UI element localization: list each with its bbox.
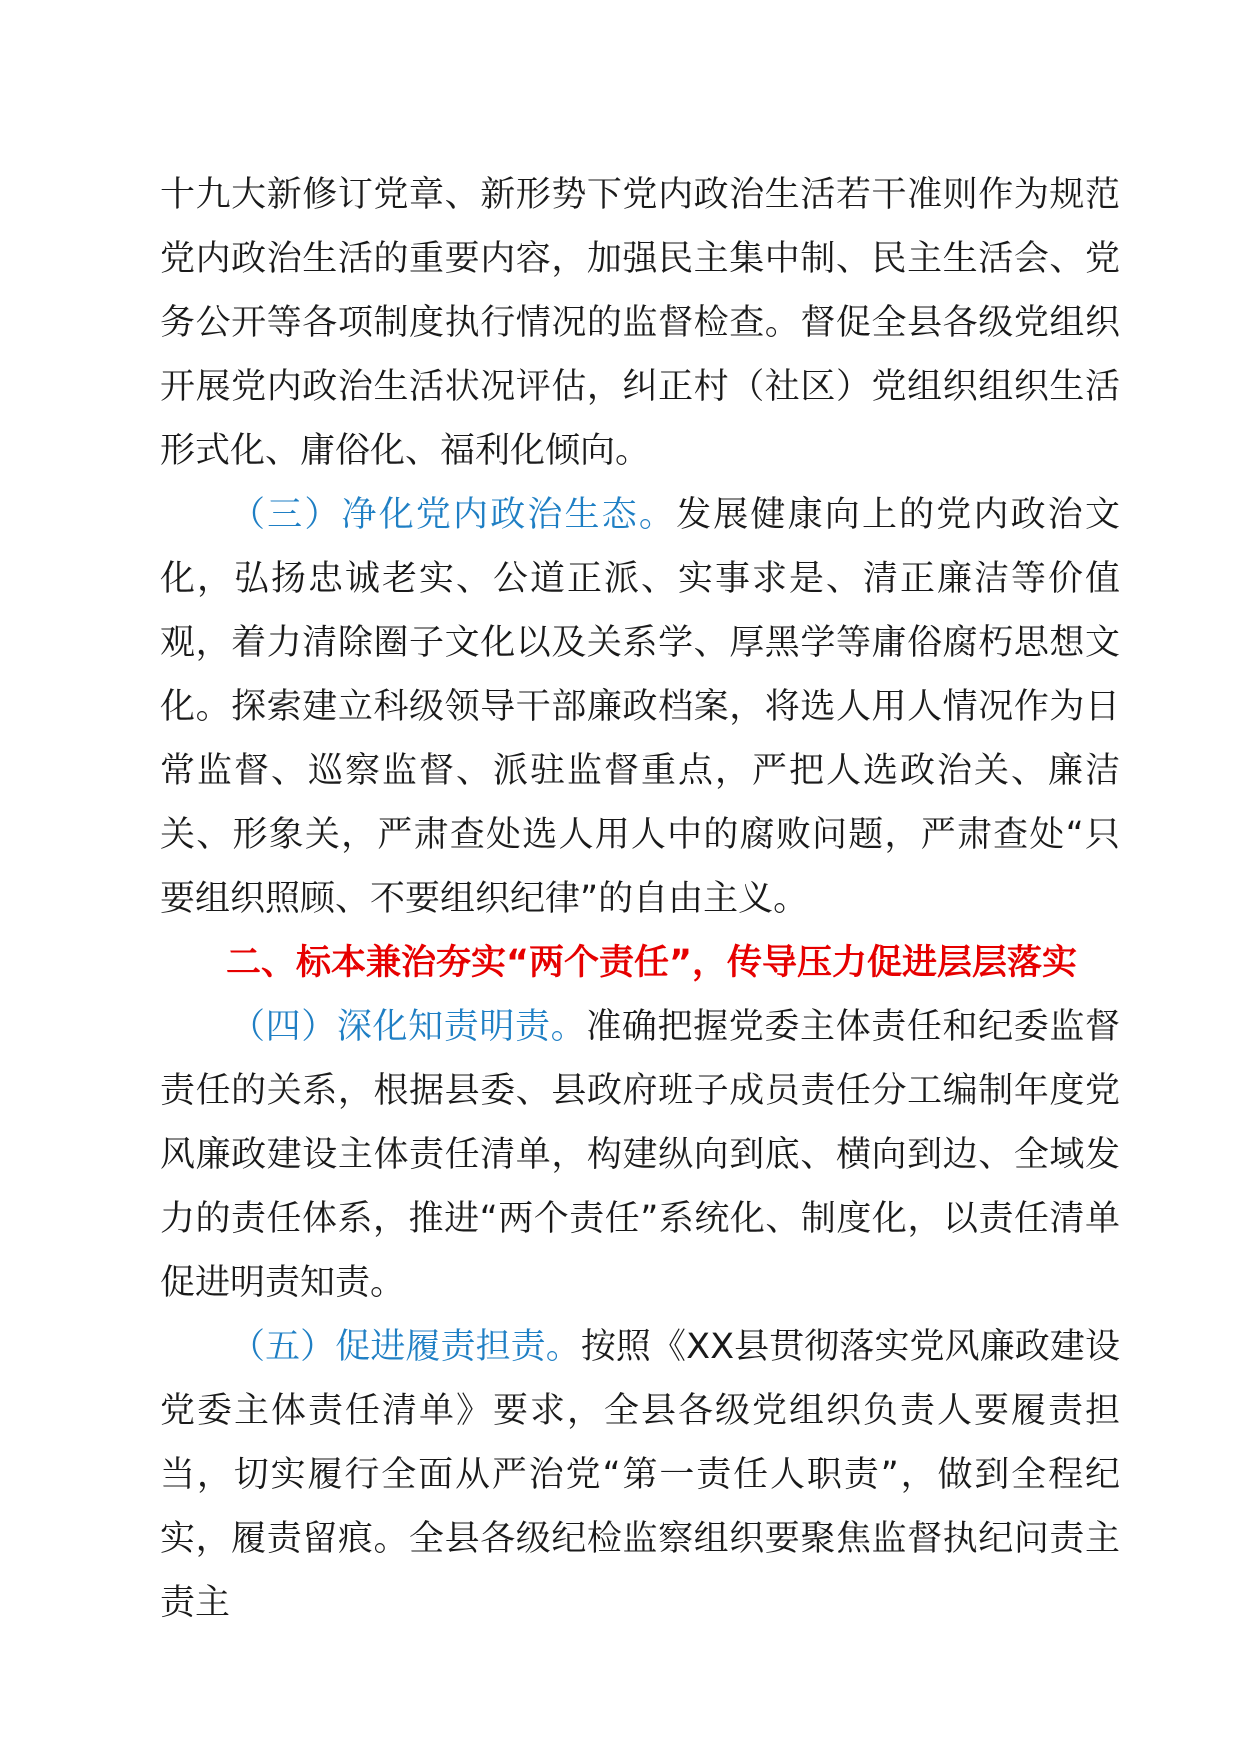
sub-heading: （四）深化知责明责。 bbox=[230, 1007, 587, 1047]
paragraph-body: 按照《XX县贯彻落实党风廉政建设党委主体责任清单》要求，全县各级党组织负责人要履责担当，切实履行全面从严治党“第一责任人职责”，做到全程纪实，履责留痕。全县各级纪检监察组织要聚焦监督执纪问责主责主 bbox=[160, 1327, 1120, 1623]
sub-heading: （三）净化党内政治生态。 bbox=[230, 495, 677, 535]
paragraph-body: 十九大新修订党章、新形势下党内政治生活若干准则作为规范党内政治生活的重要内容，加强民主集中制、民主生活会、党务公开等各项制度执行情况的监督检查。督促全县各级党组织开展党内政治生活状况评估，纠正村（社区）党组织组织生活形式化、庸俗化、福利化倾向。 bbox=[160, 175, 1120, 471]
document-page bbox=[160, 163, 1120, 1635]
paragraph-body: 准确把握党委主体责任和纪委监督责任的关系，根据县委、县政府班子成员责任分工编制年度党风廉政建设主体责任清单，构建纵向到底、横向到边、全域发力的责任体系，推进“两个责任”系统化、制度化，以责任清单促进明责知责。 bbox=[160, 1007, 1120, 1303]
paragraph-body: 发展健康向上的党内政治文化，弘扬忠诚老实、公道正派、实事求是、清正廉洁等价值观，着力清除圈子文化以及关系学、厚黑学等庸俗腐朽思想文化。探索建立科级领导干部廉政档案，将选人用人情况作为日常监督、巡察监督、派驻监督重点，严把人选政治关、廉洁关、形象关，严肃查处选人用人中的腐败问题，严肃查处“只要组织照顾、不要组织纪律”的自由主义。 bbox=[160, 495, 1120, 919]
paragraph-continued bbox=[160, 163, 1120, 483]
paragraph-fulfill-responsibility bbox=[160, 1315, 1120, 1635]
paragraph-know-responsibility bbox=[160, 995, 1120, 1315]
sub-heading: （五）促进履责担责。 bbox=[230, 1327, 581, 1367]
section-heading: 二、标本兼治夯实“两个责任”，传导压力促进层层落实 bbox=[226, 943, 1078, 983]
paragraph-purify-political-ecology bbox=[160, 483, 1120, 931]
